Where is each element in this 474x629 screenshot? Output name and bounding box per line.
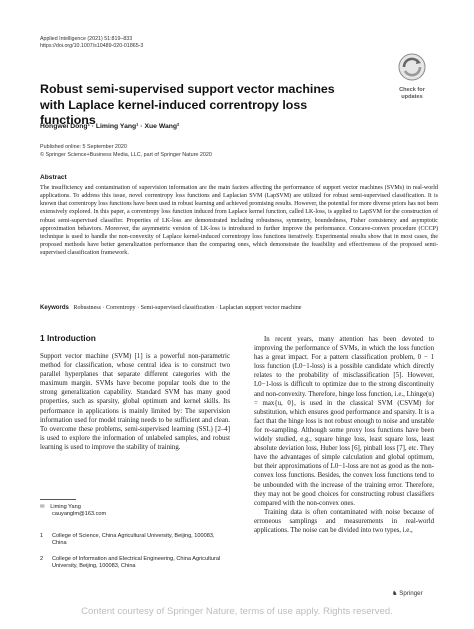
keywords-label: Keywords: [40, 305, 69, 311]
intro-right-column: [254, 335, 434, 535]
correspondence-email[interactable]: cauyanglm@163.com: [52, 511, 107, 518]
abstract-heading: Abstract: [40, 174, 67, 181]
affiliation-1-mark: 1: [40, 533, 44, 539]
publisher-name: Springer: [399, 590, 423, 597]
correspondence-name: Liming Yang: [50, 504, 81, 510]
footnote-divider: [40, 499, 76, 500]
journal-citation: Applied Intelligence (2021) 51:819–833: [40, 36, 133, 42]
badge-line2: updates: [401, 93, 423, 100]
intro-left-column: [40, 352, 230, 452]
affiliation-1: [40, 533, 220, 547]
affiliation-2-mark: 2: [40, 556, 44, 562]
intro-paragraph-3: Training data is often contaminated with noise because of erroneous samplings and measurements in real-world applications. The noise can be divided into two types, i.e.,: [254, 508, 434, 534]
doi-link[interactable]: https://doi.org/10.1007/s10489-020-01865-3: [40, 43, 144, 49]
abstract-text: The insufficiency and contamination of supervision information are the main factors affecting the performance of support vector machines (SVMs) in real-world applications. To address this issue, novel correntropy loss functions and Laplacian SVM (LapSVM) are utilized for robust semi-supervised classification. It is known that correntropy loss functions have been used in robust learning and achieved promising results. However, the potential for more diverse priors has not been extensively explored. In this paper, a correntropy loss function induced from Laplace kernel function, called LK-loss, is applied to LapSVM for the construction of robust semi-supervised classifier. Properties of LK-loss are demonstrated including robustness, symmetry, boundedness, Fisher consistency and asymptotic approximation behaviors. Moreover, the asymmetric version of LK-loss is introduced to further improve the performance. Concave-convex procedure (CCCP) technique is used to handle the non-convexity of Laplace kernel-induced correntropy loss functions iteratively. Experimental results show that in most cases, the proposed methods have better generalization performance than the comparing ones, which demonstrate the feasibility and effectiveness of the proposed semi-supervised classification framework.: [40, 185, 438, 256]
publisher-logo: [392, 590, 423, 597]
check-for-updates-badge[interactable]: [392, 52, 432, 100]
springer-horse-icon: ♞: [392, 590, 398, 597]
author-list: Hongwei Dong¹ · Liming Yang¹ · Xue Wang²: [40, 123, 180, 130]
correspondence-block: [40, 504, 106, 518]
section-heading: 1 Introduction: [40, 333, 96, 343]
copyright-line: © Springer Science+Business Media, LLC, part of Springer Nature 2020: [40, 152, 212, 158]
badge-line1: Check for: [399, 87, 425, 93]
paper-title: Robust semi-supervised support vector machines with Laplace kernel-induced correntropy loss functions: [40, 82, 335, 127]
keywords-line: [40, 305, 440, 311]
published-date: Published online: 5 September 2020: [40, 144, 127, 150]
intro-paragraph-2: In recent years, many attention has been devoted to improving the performance of SVMs, in which the loss function has a great impact. For a pattern classification problem, 0 − 1 loss function (L0−1-loss) is a possible candidate which directly relates to the probability of misclassification [5]. However, L0−1-loss is difficult to optimize due to the strong discontinuity and non-convexity. Therefore, hinge loss function, i.e., Lhinge(u) = max{u, 0}, is used in the classical SVM (CSVM) for substitution, which ensures good performance and sparsity. It is a fact that the hinge loss is not robust enough to noise and unstable for re-sampling. Although some proxy loss functions have been widely studied, e.g., square hinge loss, least square loss, least absolute deviation loss, Huber loss [6], pinball loss [7], etc. They have the advantages of simple calculation and global optimum, but their approximations of L0−1-loss are not as good as the non-convex loss functions. Besides, the convex loss functions tend to be unbounded with the increase of the training error. Therefore, they may not be good choices for constructing robust classifiers compared with the non-convex ones.: [254, 336, 434, 507]
envelope-icon: ✉: [40, 504, 45, 510]
affiliation-1-text: College of Science, China Agricultural University, Beijing, 100083, China: [52, 533, 215, 547]
keywords-text: Robustness · Correntropy · Semi-supervised classification · Laplacian support vector machine: [73, 305, 302, 311]
footer-notice: Content courtesy of Springer Nature, terms of use apply. Rights reserved.: [81, 606, 393, 617]
check-updates-icon: [392, 52, 432, 82]
affiliation-2-text: College of Information and Electrical Engineering, China Agricultural University, Beijing, 100083, China: [52, 556, 221, 570]
affiliation-2: [40, 556, 230, 570]
intro-paragraph-1: Support vector machine (SVM) [1] is a powerful non-parametric method for classification, whose central idea is to construct two parallel hyperplanes that separate different categories with the maximum margin. SVMs have become popular tools due to the strong generalization capability. Standard SVM has many good properties, such as sparsity, global optimum and kernel skills. Its performance in applications is mainly limited by: The supervision information used for model training needs to be sufficient and clean. To overcome these problems, semi-supervised learning (SSL) [2–4] is used to explore the information of unlabeled samples, and robust learning is used to improve the stability of training.: [40, 353, 230, 451]
